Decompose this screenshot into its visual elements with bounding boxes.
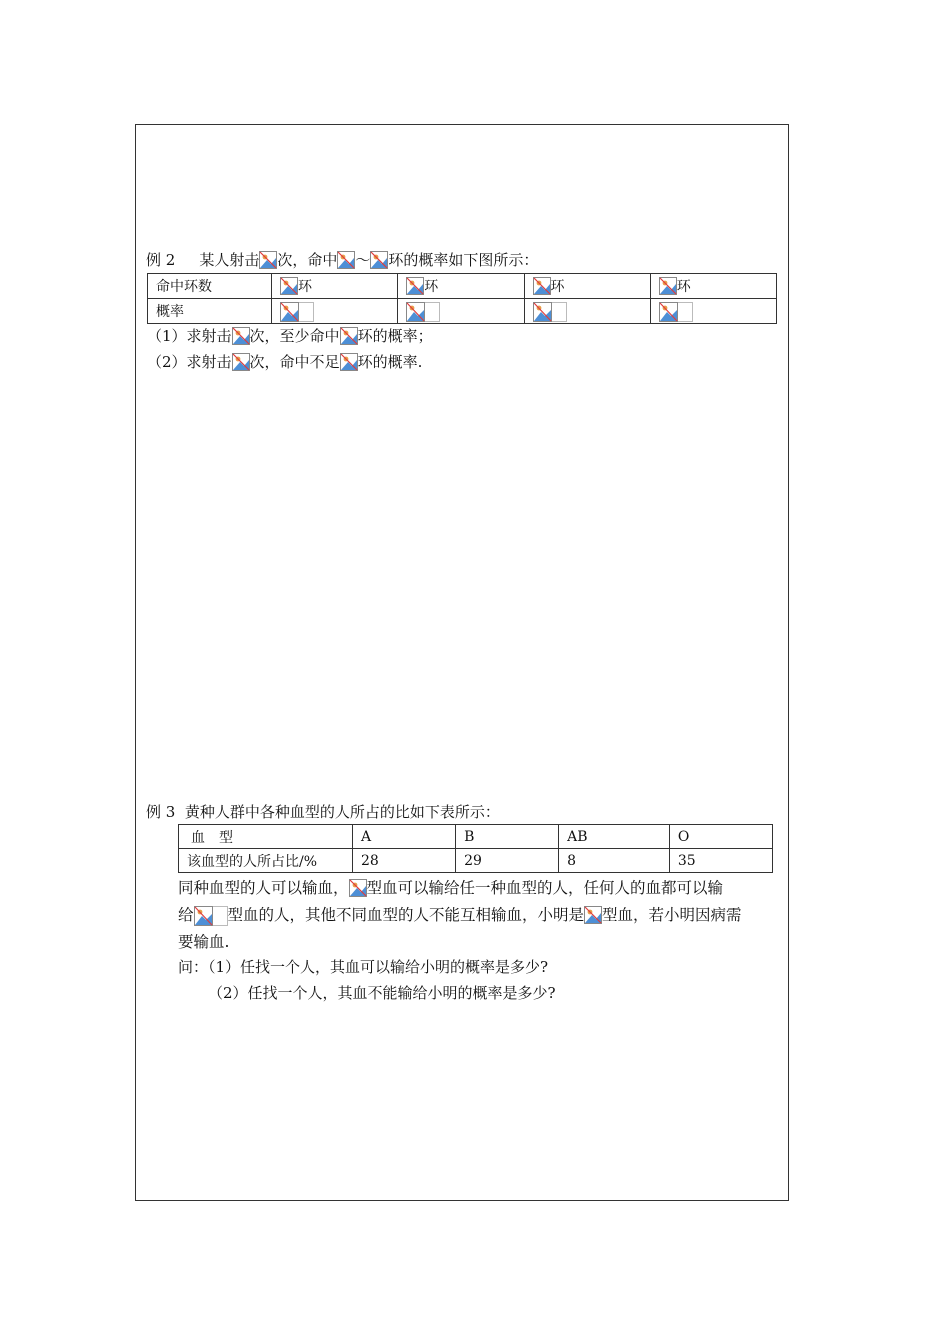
header-o: O	[669, 825, 772, 849]
broken-image-icon	[340, 327, 358, 345]
broken-image-icon	[533, 277, 551, 295]
broken-image-icon	[280, 277, 298, 295]
row-header-probability: 概率	[148, 299, 272, 324]
value-a: 28	[353, 849, 456, 873]
value-b: 29	[456, 849, 559, 873]
broken-image-icon	[406, 302, 440, 320]
header-blood-type: 血 型	[179, 825, 353, 849]
example3-paragraph-line-3: 要输血.	[178, 933, 230, 951]
example3-paragraph-line-2: 给 型血的人，其他不同血型的人不能互相输血，小明是 型血，若小明因病需	[178, 906, 742, 924]
broken-image-icon	[259, 251, 277, 269]
probability-cell	[272, 299, 398, 324]
probability-cell	[524, 299, 650, 324]
example3-table	[178, 824, 773, 873]
probability-cell	[398, 299, 524, 324]
broken-image-icon	[337, 251, 355, 269]
broken-image-icon	[349, 879, 367, 897]
row-label-percent: 该血型的人所占比/%	[179, 849, 353, 873]
value-ab: 8	[559, 849, 670, 873]
table-row	[179, 849, 773, 873]
example3-paragraph-line-1: 同种血型的人可以输血， 型血可以输给任一种血型的人，任何人的血都可以输	[178, 879, 724, 897]
example2-question-2: （2）求射击 次，命中不足 环的概率.	[147, 353, 423, 371]
probability-cell	[650, 299, 776, 324]
example3-label: 例 3	[146, 803, 176, 821]
broken-image-icon	[659, 302, 693, 320]
table-row	[179, 825, 773, 849]
example2-intro: 例 2 某人射击 次，命中 ～ 环的概率如下图所示：	[146, 251, 539, 269]
ring-cell: 环	[398, 274, 524, 299]
example3-question-1: 问：（1）任找一个人，其血可以输给小明的概率是多少?	[178, 958, 549, 976]
ring-cell: 环	[650, 274, 776, 299]
broken-image-icon	[340, 353, 358, 371]
example2-question-1: （1）求射击 次，至少命中 环的概率；	[147, 327, 433, 345]
table-row	[148, 299, 777, 324]
header-a: A	[353, 825, 456, 849]
broken-image-icon	[232, 353, 250, 371]
header-ab: AB	[559, 825, 670, 849]
broken-image-icon	[533, 302, 567, 320]
broken-image-icon	[370, 251, 388, 269]
example3-question-2: （2）任找一个人，其血不能输给小明的概率是多少?	[208, 984, 556, 1002]
broken-image-icon	[280, 302, 314, 320]
ring-cell: 环	[524, 274, 650, 299]
broken-image-icon	[194, 906, 228, 924]
header-b: B	[456, 825, 559, 849]
example2-label: 例 2	[146, 251, 176, 269]
value-o: 35	[669, 849, 772, 873]
broken-image-icon	[659, 277, 677, 295]
example2-table	[147, 273, 777, 324]
broken-image-icon	[406, 277, 424, 295]
broken-image-icon	[584, 906, 602, 924]
broken-image-icon	[232, 327, 250, 345]
row-header-rings: 命中环数	[148, 274, 272, 299]
example3-intro: 例 3 黄种人群中各种血型的人所占的比如下表所示：	[146, 803, 500, 821]
ring-cell: 环	[272, 274, 398, 299]
table-row	[148, 274, 777, 299]
